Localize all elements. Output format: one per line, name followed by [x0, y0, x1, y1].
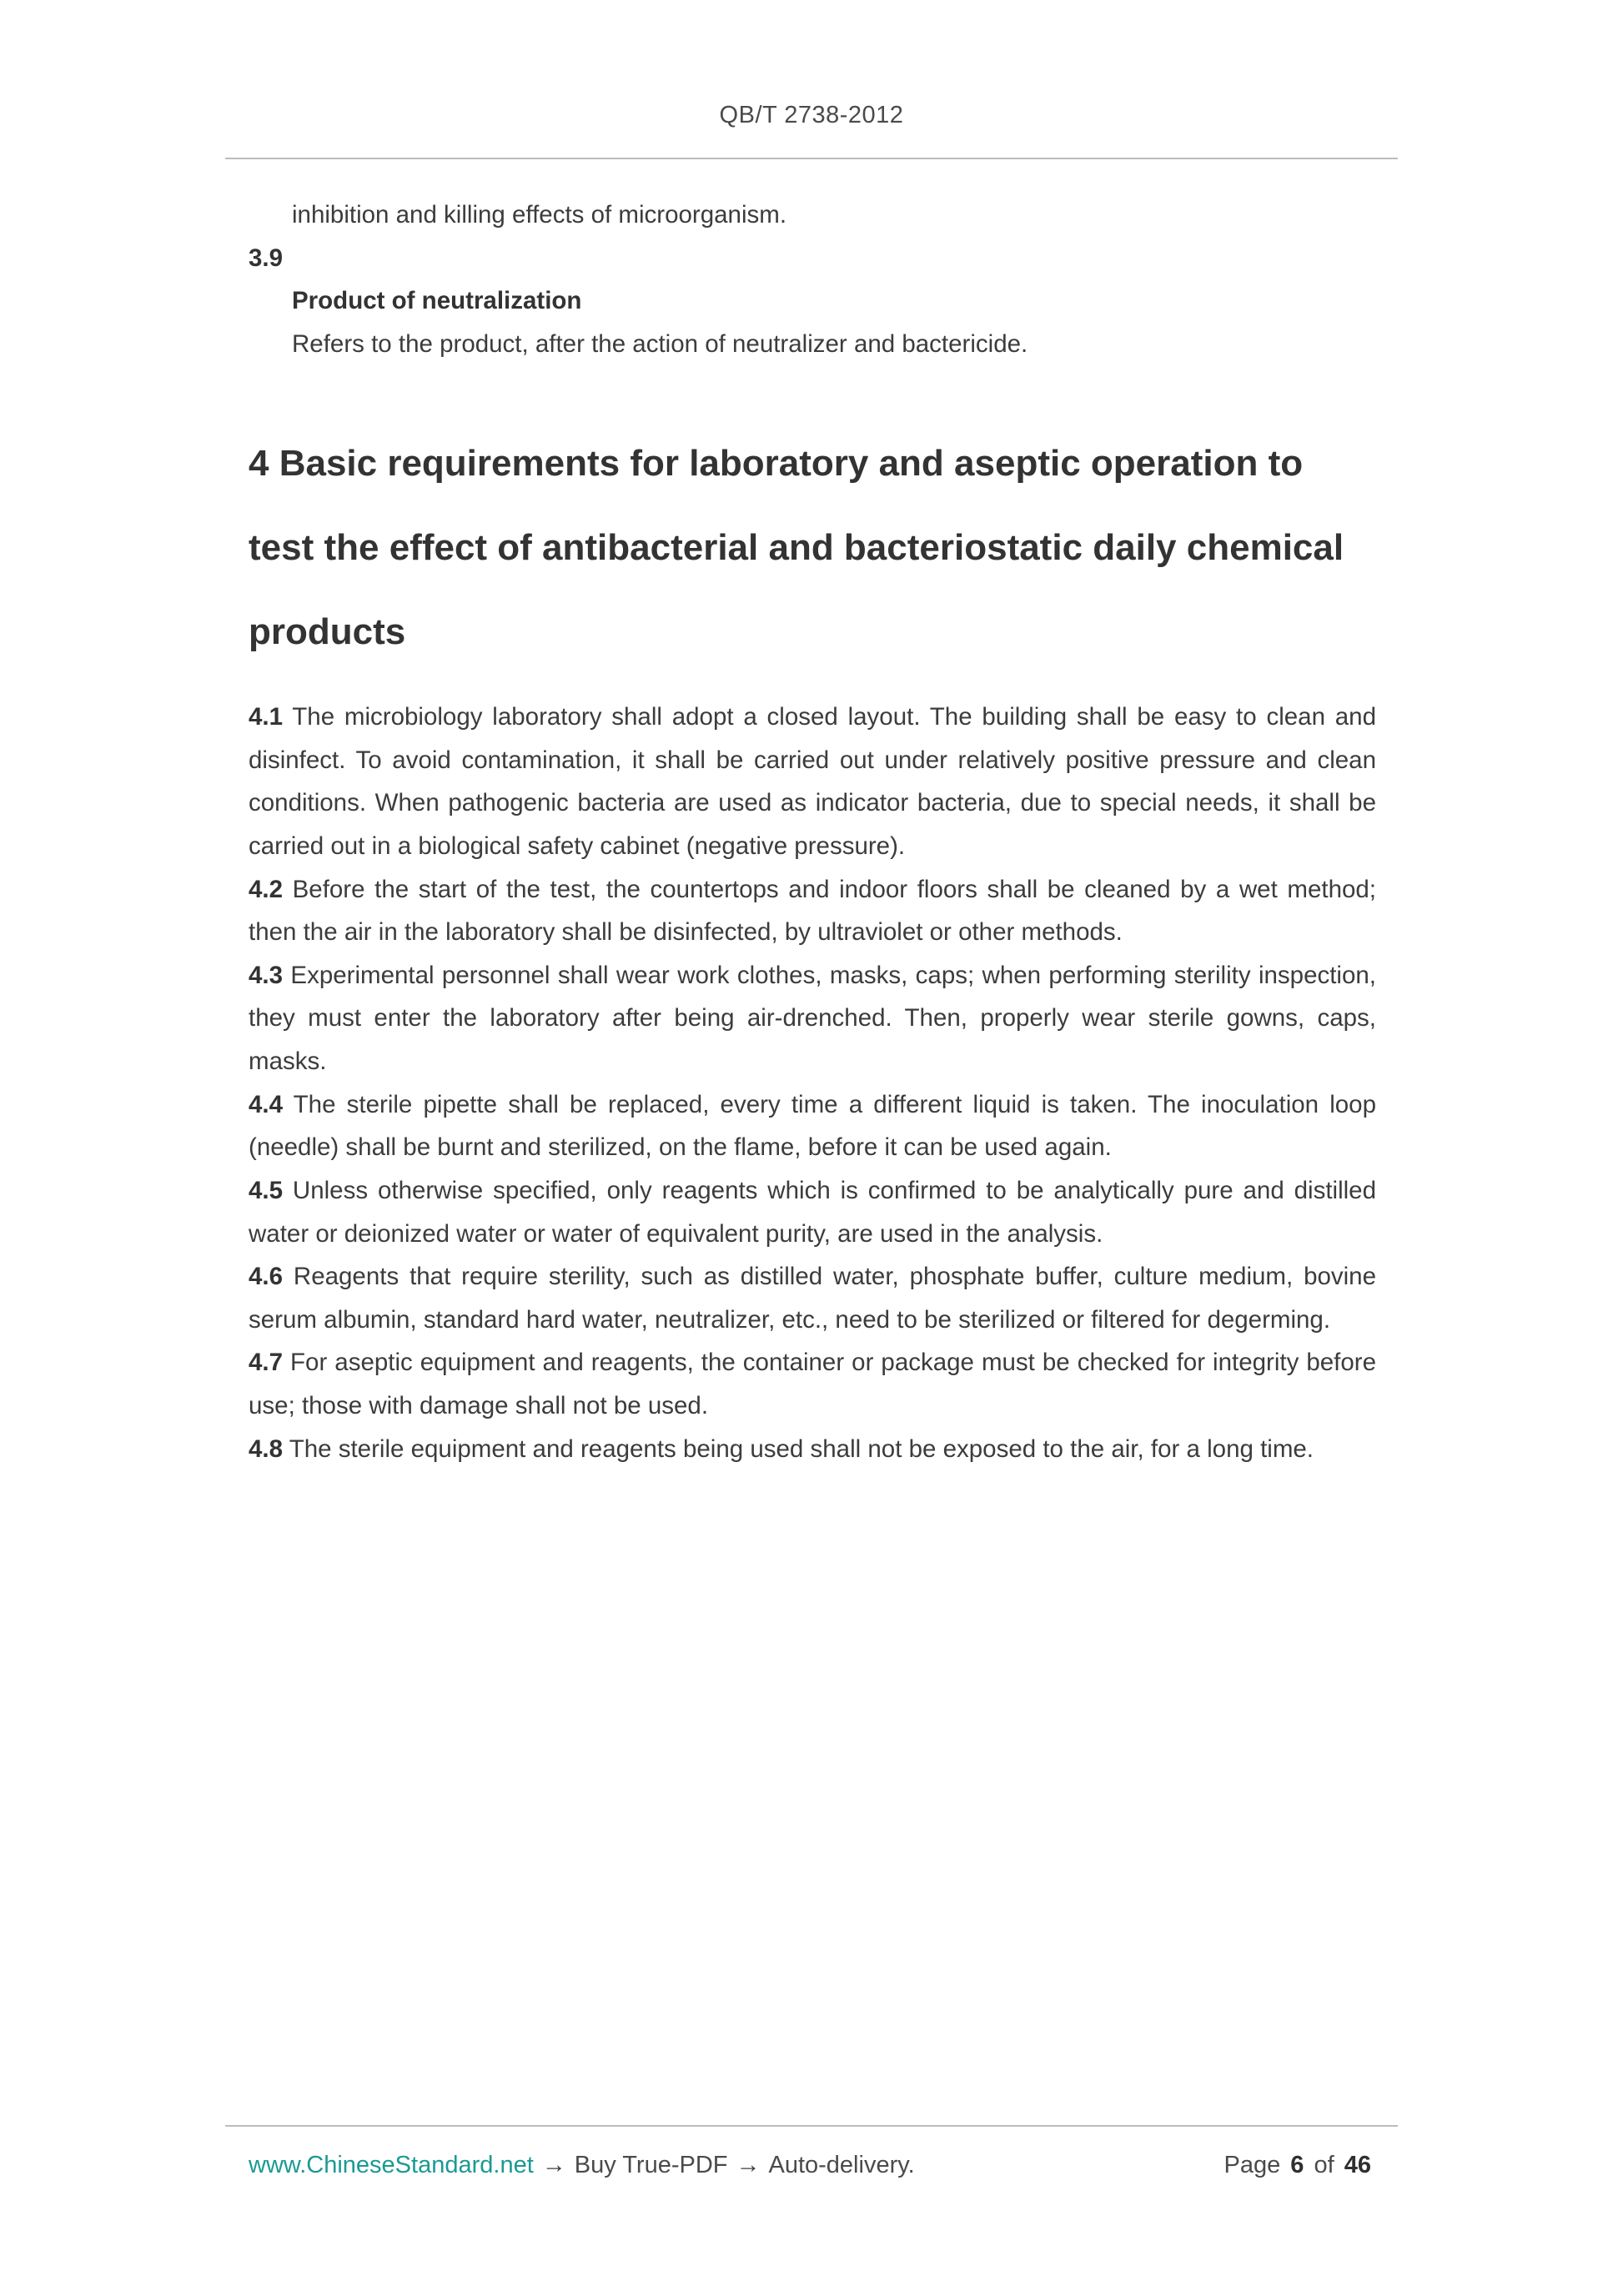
clause-number: 4.4 — [249, 1090, 284, 1118]
clause-number: 4.6 — [249, 1263, 284, 1291]
clause-text: Before the start of the test, the countertops and indoor floors shall be cleaned by a wet method; then the air in the laboratory shall be disinfected, by ultraviolet or other methods. — [249, 875, 1376, 947]
footer-rule — [225, 2125, 1398, 2127]
clause-4-1 — [249, 696, 1376, 868]
clause-4-5 — [249, 1169, 1376, 1255]
standard-number-title: QB/T 2738-2012 — [719, 102, 904, 128]
document-body — [249, 193, 1376, 1470]
clause-text: The sterile pipette shall be replaced, every time a different liquid is taken. The inoculation loop (needle) shall be burnt and sterilized, on the flame, before it can be used again. — [249, 1090, 1376, 1162]
clause-number-3-9: 3.9 — [249, 244, 284, 272]
term-title: Product of neutralization — [292, 287, 582, 315]
clause-text: Unless otherwise specified, only reagents which is confirmed to be analytically pure and distilled water or deionized water or water of equivalent purity, are used in the analysis. — [249, 1176, 1376, 1248]
auto-delivery-label: Auto-delivery. — [768, 2152, 915, 2178]
clause-4-7 — [249, 1341, 1376, 1427]
clause-number: 4.8 — [249, 1434, 284, 1463]
page-label: Page — [1224, 2152, 1281, 2178]
clause-4-3 — [249, 954, 1376, 1083]
clause-4-2 — [249, 868, 1376, 954]
page-footer — [225, 2125, 1398, 2179]
continued-paragraph: inhibition and killing effects of microorganism. — [292, 201, 787, 229]
term-definition: Refers to the product, after the action of neutralizer and bactericide. — [292, 329, 1028, 358]
page-header — [0, 0, 1623, 159]
total-page-number: 46 — [1344, 2152, 1371, 2178]
clause-number: 4.5 — [249, 1176, 284, 1204]
clause-4-8 — [249, 1428, 1376, 1471]
clause-number: 4.7 — [249, 1349, 284, 1377]
clause-4-6 — [249, 1255, 1376, 1341]
clause-text: Experimental personnel shall wear work clothes, masks, caps; when performing sterility inspection, they must enter the laboratory after being air-drenched. Then, properly wear sterile gowns, caps, masks. — [249, 961, 1376, 1076]
arrow-icon: → — [541, 2152, 566, 2178]
section-4-heading: 4 Basic requirements for laboratory and aseptic operation to test the effect of antibacterial and bacteriostatic daily chemical products — [249, 442, 1344, 652]
clause-4-4 — [249, 1083, 1376, 1169]
clause-text: Reagents that require sterility, such as distilled water, phosphate buffer, culture medium, bovine serum albumin, standard hard water, neutralizer, etc., need to be sterilized or filtered for degerming. — [249, 1263, 1376, 1334]
chinesestandard-link[interactable]: www.ChineseStandard.net — [249, 2152, 534, 2178]
clause-text: The microbiology laboratory shall adopt a closed layout. The building shall be easy to clean and disinfect. To avoid contamination, it shall be carried out under relatively positive pressure and clean conditions. When pathogenic bacteria are used as indicator bacteria, due to special needs, it shall be carried out in a biological safety cabinet (negative pressure). — [249, 703, 1376, 860]
clause-number: 4.1 — [249, 703, 284, 731]
clause-number: 4.3 — [249, 961, 284, 989]
clause-number: 4.2 — [249, 875, 284, 903]
arrow-icon: → — [736, 2152, 761, 2178]
page-indicator — [1224, 2152, 1374, 2179]
of-label: of — [1314, 2152, 1334, 2178]
buy-truepdf-label: Buy True-PDF — [574, 2152, 728, 2178]
clause-text: The sterile equipment and reagents being used shall not be exposed to the air, for a long time. — [289, 1434, 1314, 1463]
clause-text: For aseptic equipment and reagents, the container or package must be checked for integrity before use; those with damage shall not be used. — [249, 1349, 1376, 1420]
current-page-number: 6 — [1290, 2152, 1304, 2178]
footer-source-line — [249, 2152, 915, 2179]
header-rule — [225, 158, 1398, 159]
